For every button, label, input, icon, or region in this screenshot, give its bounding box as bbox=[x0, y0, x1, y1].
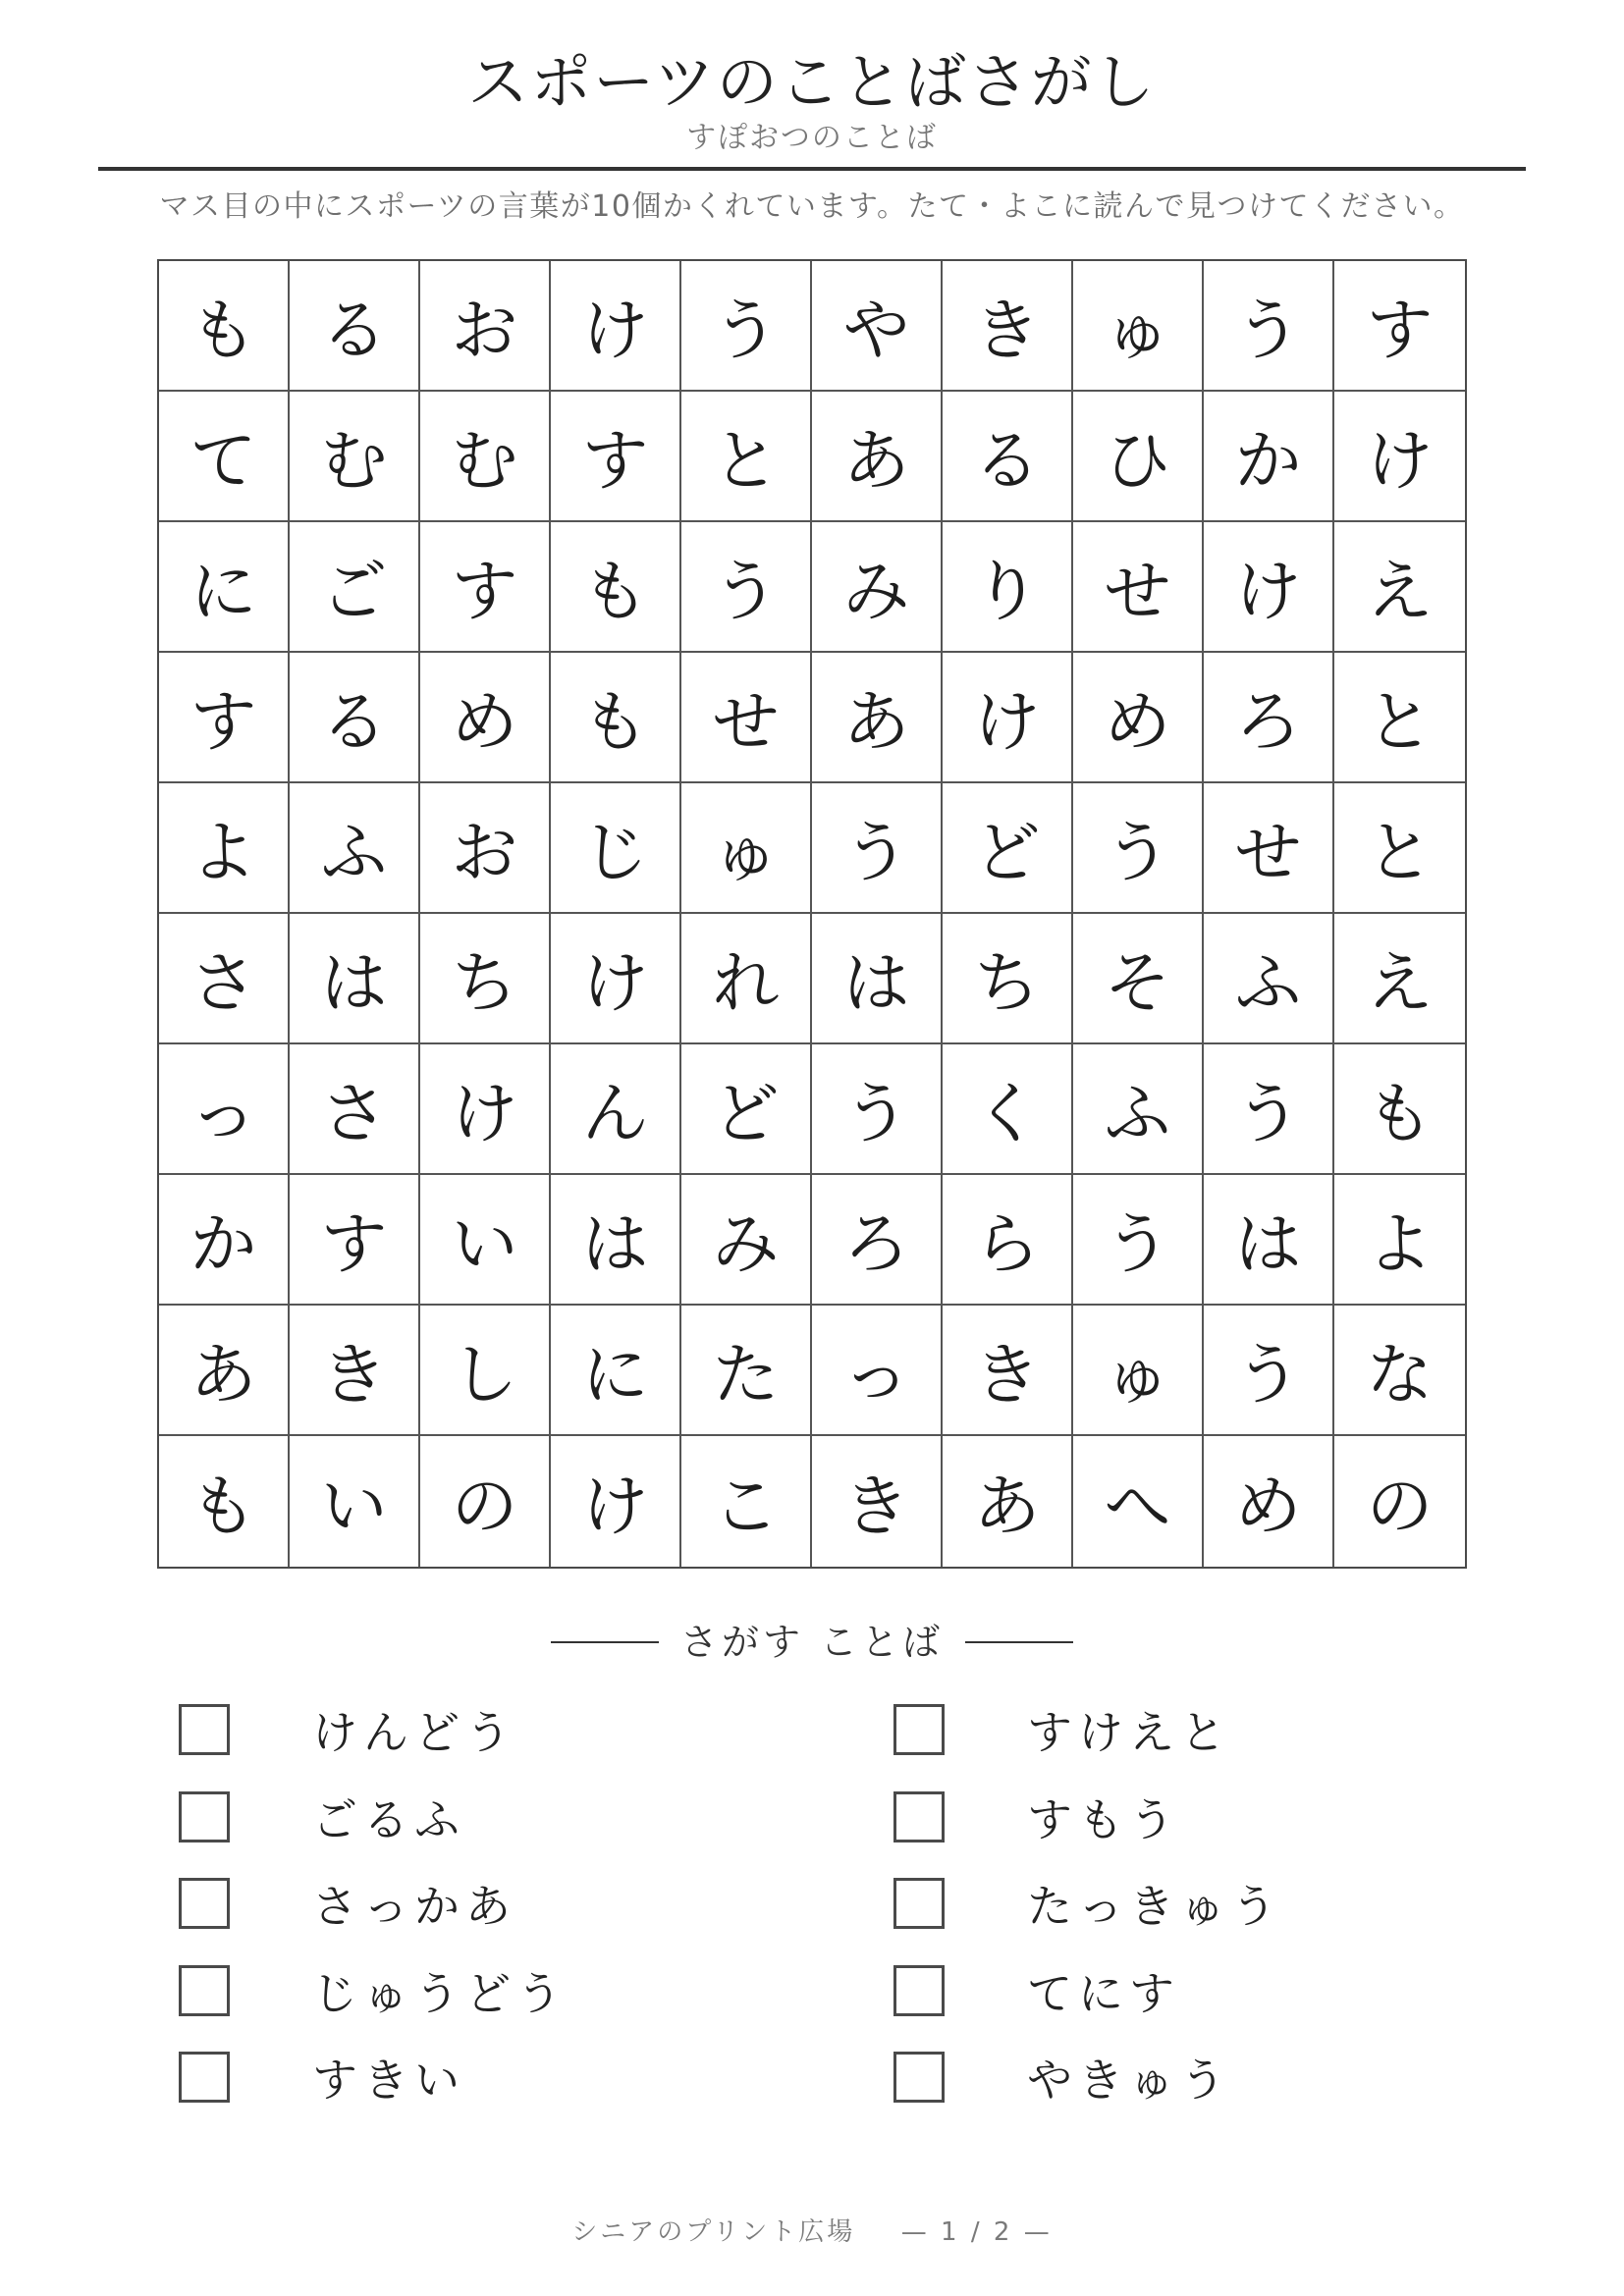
grid-cell[interactable]: る bbox=[290, 653, 420, 783]
word-item bbox=[893, 1791, 1180, 1846]
grid-cell[interactable]: ふ bbox=[1073, 1044, 1204, 1175]
grid-cell[interactable]: れ bbox=[681, 914, 812, 1044]
grid-cell[interactable]: と bbox=[1334, 783, 1465, 914]
grid-cell[interactable]: っ bbox=[812, 1306, 943, 1436]
grid-cell[interactable]: ゅ bbox=[681, 783, 812, 914]
heading-rule-left bbox=[551, 1641, 659, 1643]
grid-cell[interactable]: め bbox=[1204, 1436, 1334, 1567]
instruction-text: マス目の中にスポーツの言葉が10個かくれています。たて・よこに読んで見つけてください。 bbox=[159, 189, 1465, 224]
grid-cell[interactable]: も bbox=[1334, 1044, 1465, 1175]
grid-cell[interactable]: す bbox=[551, 392, 681, 522]
word-list-heading bbox=[0, 1618, 1624, 1667]
grid-cell[interactable]: く bbox=[943, 1044, 1073, 1175]
grid-cell[interactable]: み bbox=[681, 1175, 812, 1306]
grid-cell[interactable]: そ bbox=[1073, 914, 1204, 1044]
word-label: じゅうどう bbox=[312, 1967, 568, 2020]
grid-cell[interactable]: む bbox=[420, 392, 551, 522]
grid-cell[interactable]: せ bbox=[681, 653, 812, 783]
grid-cell[interactable]: め bbox=[420, 653, 551, 783]
grid-cell[interactable]: ら bbox=[943, 1175, 1073, 1306]
grid-cell[interactable]: か bbox=[159, 1175, 290, 1306]
word-item bbox=[179, 1704, 516, 1759]
word-item bbox=[893, 2052, 1231, 2107]
grid-cell[interactable]: す bbox=[290, 1175, 420, 1306]
grid-cell[interactable]: け bbox=[1204, 522, 1334, 653]
word-list-heading-text: さがす ことば bbox=[679, 1621, 945, 1664]
grid-cell[interactable]: に bbox=[159, 522, 290, 653]
grid-cell[interactable]: き bbox=[943, 1306, 1073, 1436]
grid-cell[interactable]: ど bbox=[943, 783, 1073, 914]
word-item bbox=[179, 1878, 516, 1933]
grid-cell[interactable]: あ bbox=[812, 392, 943, 522]
grid-cell[interactable]: ゅ bbox=[1073, 1306, 1204, 1436]
grid-cell[interactable]: あ bbox=[812, 653, 943, 783]
word-item bbox=[179, 1965, 568, 2020]
grid-cell[interactable]: め bbox=[1073, 653, 1204, 783]
word-label: すきい bbox=[312, 2054, 465, 2107]
grid-cell[interactable]: き bbox=[943, 261, 1073, 392]
grid-cell[interactable]: も bbox=[159, 261, 290, 392]
word-item bbox=[893, 1878, 1282, 1933]
grid-cell[interactable]: う bbox=[1073, 783, 1204, 914]
grid-cell[interactable]: の bbox=[420, 1436, 551, 1567]
page-subtitle-reading: すぽおつのことば bbox=[686, 121, 938, 155]
grid-cell[interactable]: た bbox=[681, 1306, 812, 1436]
grid-cell[interactable]: う bbox=[1204, 261, 1334, 392]
grid-cell[interactable]: あ bbox=[943, 1436, 1073, 1567]
grid-cell[interactable]: う bbox=[812, 783, 943, 914]
word-label: ごるふ bbox=[312, 1793, 465, 1846]
word-item bbox=[179, 2052, 465, 2107]
grid-cell[interactable]: も bbox=[159, 1436, 290, 1567]
grid-cell[interactable]: り bbox=[943, 522, 1073, 653]
word-checkbox[interactable] bbox=[893, 1791, 945, 1842]
grid-cell[interactable]: ふ bbox=[290, 783, 420, 914]
grid-cell[interactable]: は bbox=[1204, 1175, 1334, 1306]
grid-cell[interactable]: け bbox=[420, 1044, 551, 1175]
grid-cell[interactable]: け bbox=[943, 653, 1073, 783]
word-label: すもう bbox=[1027, 1793, 1180, 1846]
grid-cell[interactable]: う bbox=[812, 1044, 943, 1175]
grid-cell[interactable]: は bbox=[812, 914, 943, 1044]
word-checkbox[interactable] bbox=[179, 1878, 230, 1929]
grid-cell[interactable]: か bbox=[1204, 392, 1334, 522]
grid-cell[interactable]: は bbox=[290, 914, 420, 1044]
word-item bbox=[893, 1704, 1231, 1759]
grid-cell[interactable]: け bbox=[1334, 392, 1465, 522]
word-checkbox[interactable] bbox=[893, 2052, 945, 2103]
grid-cell[interactable]: い bbox=[420, 1175, 551, 1306]
word-label: てにす bbox=[1027, 1967, 1180, 2020]
grid-cell[interactable]: よ bbox=[1334, 1175, 1465, 1306]
grid-cell[interactable]: や bbox=[812, 261, 943, 392]
grid-cell[interactable]: う bbox=[1073, 1175, 1204, 1306]
grid-cell[interactable]: ふ bbox=[1204, 914, 1334, 1044]
footer-site-name: シニアのプリント広場 bbox=[571, 2217, 856, 2247]
grid-cell[interactable]: る bbox=[943, 392, 1073, 522]
grid-cell[interactable]: さ bbox=[290, 1044, 420, 1175]
grid-cell[interactable]: す bbox=[1334, 261, 1465, 392]
page-footer bbox=[0, 2215, 1624, 2250]
word-checkbox[interactable] bbox=[893, 1878, 945, 1929]
grid-cell[interactable]: え bbox=[1334, 522, 1465, 653]
word-checkbox[interactable] bbox=[179, 1791, 230, 1842]
grid-cell[interactable]: み bbox=[812, 522, 943, 653]
grid-cell[interactable]: し bbox=[420, 1306, 551, 1436]
grid-cell[interactable]: け bbox=[551, 1436, 681, 1567]
grid-cell[interactable]: す bbox=[420, 522, 551, 653]
grid-cell[interactable]: う bbox=[681, 522, 812, 653]
grid-cell[interactable]: ゅ bbox=[1073, 261, 1204, 392]
word-item bbox=[179, 1791, 465, 1846]
grid-cell[interactable]: え bbox=[1334, 914, 1465, 1044]
word-checkbox[interactable] bbox=[179, 2052, 230, 2103]
grid-cell[interactable]: ん bbox=[551, 1044, 681, 1175]
grid-cell[interactable]: な bbox=[1334, 1306, 1465, 1436]
grid-cell[interactable]: ち bbox=[420, 914, 551, 1044]
footer-page-indicator: — 1 / 2 — bbox=[900, 2217, 1053, 2247]
grid-cell[interactable]: る bbox=[290, 261, 420, 392]
title-divider bbox=[98, 167, 1526, 171]
grid-cell[interactable]: ち bbox=[943, 914, 1073, 1044]
grid-cell[interactable]: よ bbox=[159, 783, 290, 914]
grid-cell[interactable]: ど bbox=[681, 1044, 812, 1175]
grid-cell[interactable]: あ bbox=[159, 1306, 290, 1436]
page-title: スポーツのことばさがし bbox=[467, 46, 1157, 118]
grid-cell[interactable]: へ bbox=[1073, 1436, 1204, 1567]
grid-cell[interactable]: せ bbox=[1073, 522, 1204, 653]
grid-cell[interactable]: は bbox=[551, 1175, 681, 1306]
grid-cell[interactable]: う bbox=[1204, 1306, 1334, 1436]
grid-cell[interactable]: ろ bbox=[812, 1175, 943, 1306]
grid-cell[interactable]: と bbox=[681, 392, 812, 522]
grid-cell[interactable]: き bbox=[290, 1306, 420, 1436]
grid-cell[interactable]: ろ bbox=[1204, 653, 1334, 783]
heading-rule-right bbox=[965, 1641, 1073, 1643]
grid-cell[interactable]: っ bbox=[159, 1044, 290, 1175]
word-checkbox[interactable] bbox=[179, 1704, 230, 1755]
word-label: やきゅう bbox=[1027, 2054, 1231, 2107]
grid-cell[interactable]: け bbox=[551, 261, 681, 392]
grid-cell[interactable]: と bbox=[1334, 653, 1465, 783]
grid-cell[interactable]: の bbox=[1366, 1468, 1434, 1546]
grid-cell[interactable]: じ bbox=[551, 783, 681, 914]
grid-cell[interactable]: ご bbox=[290, 522, 420, 653]
grid-cell[interactable]: ひ bbox=[1073, 392, 1204, 522]
word-checkbox[interactable] bbox=[179, 1965, 230, 2016]
grid-cell[interactable]: お bbox=[420, 261, 551, 392]
word-item bbox=[893, 1965, 1180, 2020]
grid-cell[interactable]: て bbox=[159, 392, 290, 522]
word-label: すけえと bbox=[1027, 1706, 1231, 1759]
grid-cell[interactable]: い bbox=[290, 1436, 420, 1567]
grid-cell[interactable]: さ bbox=[159, 914, 290, 1044]
word-label: けんどう bbox=[312, 1706, 516, 1759]
grid-cell[interactable]: せ bbox=[1204, 783, 1334, 914]
word-label: さっかあ bbox=[312, 1880, 516, 1933]
grid-cell[interactable]: も bbox=[551, 522, 681, 653]
grid-cell[interactable]: き bbox=[812, 1436, 943, 1567]
word-checkbox[interactable] bbox=[893, 1704, 945, 1755]
grid-cell[interactable]: け bbox=[551, 914, 681, 1044]
grid-cell[interactable]: す bbox=[159, 653, 290, 783]
word-label: たっきゅう bbox=[1027, 1880, 1282, 1933]
grid-cell[interactable]: お bbox=[420, 783, 551, 914]
word-checkbox[interactable] bbox=[893, 1965, 945, 2016]
grid-cell[interactable]: う bbox=[681, 261, 812, 392]
grid-cell[interactable]: う bbox=[1204, 1044, 1334, 1175]
grid-cell[interactable]: も bbox=[551, 653, 681, 783]
word-search-grid bbox=[157, 259, 1467, 1569]
grid-cell[interactable]: こ bbox=[681, 1436, 812, 1567]
grid-cell[interactable]: に bbox=[551, 1306, 681, 1436]
grid-cell[interactable]: む bbox=[290, 392, 420, 522]
